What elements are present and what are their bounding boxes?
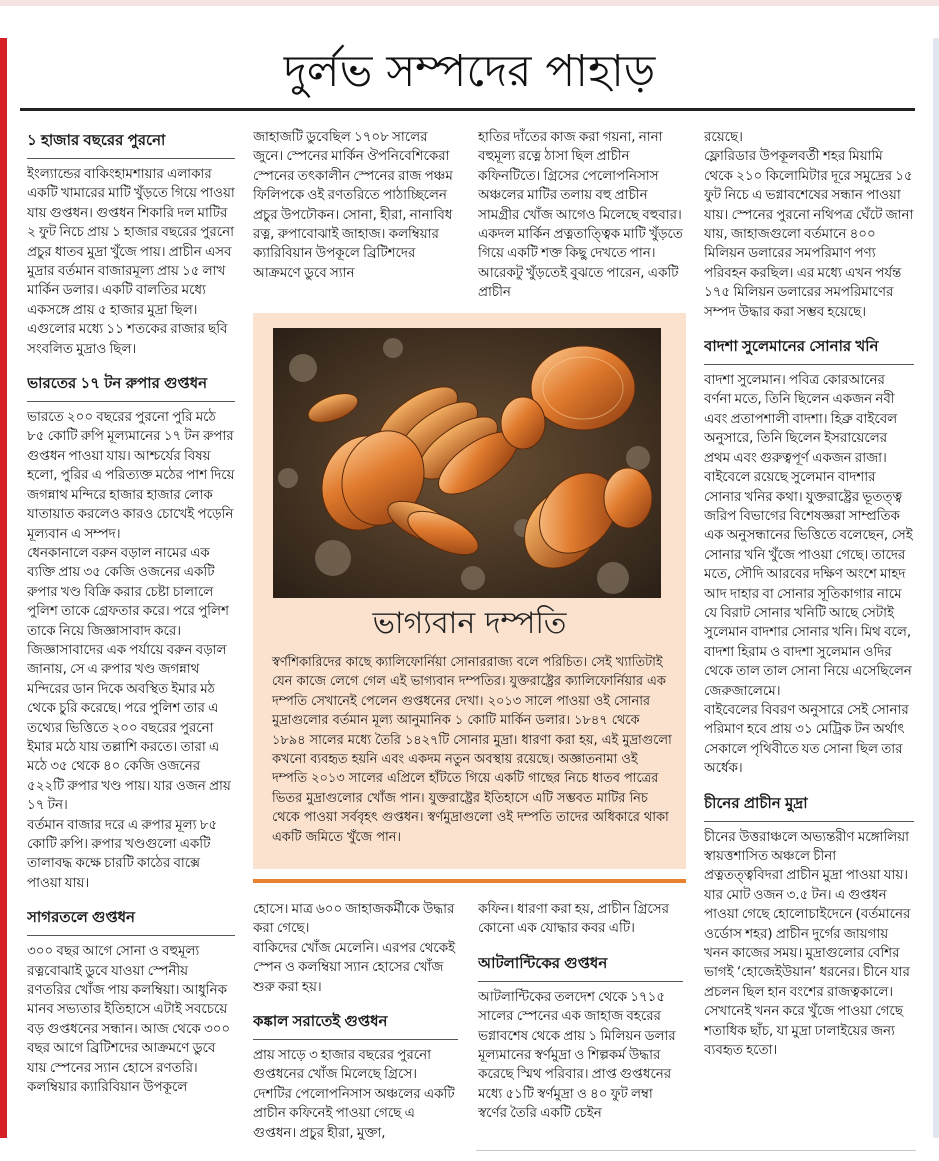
section-divider — [704, 364, 914, 365]
article-text: ধেনকানালে বরুন বড়াল নামের এক ব্যক্তি প্রায় ৩৫ কেজি ওজনের একটি রুপার খণ্ড বিক্রি করার চেষ্টা চালালে পুলিশ তাকে গ্রেফতার করে। পরে পুলিশ তাকে নিয়ে জিজ্ঞাসাবাদ করে। জিজ্ঞাসাবাদের এক পর্যায়ে বরুন বড়াল জানায়, সে এ রুপার খণ্ড জগন্নাথ মন্দিরের ডান দিকে অবস্থিত ইমার মঠ থেকে চুরি করেছে। পরে পুলিশ তার এ তথ্যের ভিত্তিতে ২০০ বছরের পুরনো ইমার মঠে যায় তল্লাশি করতে। তারা এ মঠে ৩৫ থেকে ৪০ কেজি ওজনের ৫২২টি রুপার খণ্ড পায়। যার ওজন প্রায় ১৭ টন। — [27, 545, 231, 814]
left-accent-bar — [0, 38, 7, 1138]
article-text: রয়েছে। — [704, 130, 743, 145]
column-3-top — [478, 128, 683, 306]
article-text: হোসে। মাত্র ৬০০ জাহাজকর্মীকে উদ্ধার করা গেছে। — [253, 902, 455, 937]
section-title: ভারতের ১৭ টন রুপার গুপ্তধন — [27, 374, 208, 393]
column-1 — [27, 130, 235, 1142]
box-title: ভাগ্যবান দম্পতি — [372, 606, 567, 641]
article-text: সেখানেই খনন করে খুঁজে পাওয়া গেছে শতাধিক ছাঁচ, যা মুদ্রা ঢালাইয়ের জন্য ব্যবহৃত হতো। — [704, 1004, 903, 1059]
column-2-top — [253, 128, 458, 306]
article-text: ইংল্যান্ডের বাকিংহামশায়ার এলাকার একটি খামারের মাটি খুঁড়তে গিয়ে পাওয়া যায় গুপ্তধন। গুপ্তধন শিকারি দল মাটির ২ ফুট নিচে প্রায় ১ হাজার বছরের পুরনো প্রচুর ধাতব মুদ্রা খুঁজে পায়। প্রাচীন এসব মুদ্রার বর্তমান বাজারমূল্য প্রায় ১৫ লাখ মার্কিন ডলার। একটি বালতির মধ্যে একসঙ্গে প্রায় ৫ হাজার মুদ্রা ছিল। এগুলোর মধ্যে ১১ শতকের রাজার ছবি সংবলিত মুদ্রাও ছিল। — [27, 167, 235, 357]
section-divider — [27, 935, 235, 936]
box-bottom-rule — [253, 879, 686, 883]
section-divider — [704, 821, 914, 822]
article-text: ভারতে ২০০ বছরের পুরনো পুরি মঠে ৮৫ কোটি রুপি মূল্যমানের ১৭ টন রুপার গুপ্তধন পাওয়া যায়। আশ্চর্যের বিষয় হলো, পুরির এ পরিত্যক্ত মঠের পাশ দিয়ে জগন্নাথ মন্দিরে হাজার হাজার লোক যাতায়াত করলেও কারও চোখেই পড়েনি মূল্যবান এ সম্পদ। — [27, 410, 235, 542]
article-text: আটলান্টিকের তলদেশ থেকে ১৭১৫ সালের স্পেনের এক জাহাজ বহরের ভগ্নাবশেষ থেকে প্রায় ১ মিলিয়ন ডলার মূল্যমানের স্বর্ণমুদ্রা ও শিল্পকর্ম উদ্ধার করেছে স্মিথ পরিবার। প্রাপ্ত গুপ্তধনের মধ্যে ৫১টি স্বর্ণমুদ্রা ও ৪০ ফুট লম্বা স্বর্ণের তৈরি একটি চেইন — [478, 989, 676, 1122]
article-text: বর্তমান বাজার দরে এ রুপার মূল্য ৮৫ কোটি রুপি। রুপার খণ্ডগুলো একটি তালাবদ্ধ কক্ষে চারটি কাঠের বাক্সে পাওয়া যায়। — [27, 817, 218, 891]
section-divider — [253, 1039, 458, 1040]
page-headline: দুর্লভ সম্পদের পাহাড় — [283, 46, 656, 97]
right-edge-stripe — [933, 38, 939, 1138]
gold-coins-illustration — [273, 328, 661, 598]
section-title: আটলান্টিকের গুপ্তধন — [478, 953, 608, 972]
box-text: স্বর্ণশিকারিদের কাছে ক্যালিফোর্নিয়া সোনাররাজ্য বলে পরিচিত। সেই খ্যাতিটাই যেন কাজে লেগে গেল এই ভাগ্যবান দম্পতির। যুক্তরাষ্ট্রের ক্যালিফোর্নিয়ার এক দম্পতি সেখানেই পেলেন গুপ্তধনের দেখা। ২০১৩ সালে পাওয়া ওই সোনার মুদ্রাগুলোর বর্তমান মূল্য আনুমানিক ১ কোটি মার্কিন ডলার। ১৮৪৭ থেকে ১৮৯৪ সালের মধ্যে তৈরি ১৪২৭টি সোনার মুদ্রা। ধারণা করা হয়, এই মুদ্রাগুলো কখনো ব্যবহৃত হয়নি এবং একদম নতুন অবস্থায় রয়েছে। অজ্ঞাতনামা ওই দম্পতি ২০১৩ সালের এপ্রিলে হাঁটতে গিয়ে একটি গাছের নিচে ধাতব পাত্রের ভিতর মুদ্রাগুলোর খোঁজ পান। যুক্তরাষ্ট্রের ইতিহাসে এটি সম্ভবত মাটির নিচ থেকে পাওয়া সর্ববৃহৎ গুপ্তধন। স্বর্ণমুদ্রাগুলো ওই দম্পতি তাদের অধিকারে থাকা একটি জমিতে খুঁজে পান। — [272, 655, 672, 845]
headline-rule — [20, 108, 915, 111]
article-text: বাইবেলের বিবরণ অনুসারে সেই সোনার পরিমাণ হবে প্রায় ৩১ মেট্রিক টন অর্থাৎ সেকালে পৃথিবীতে যত সোনা ছিল তার অর্ধেক। — [704, 702, 909, 777]
column-4 — [704, 128, 914, 1142]
bottom-divider — [476, 1150, 916, 1151]
column-3-bottom — [478, 900, 683, 1140]
column-2-bottom — [253, 900, 458, 1140]
section-title: ১ হাজার বছরের পুরনো — [27, 131, 166, 149]
article-text: ৩০০ বছর আগে সোনা ও বহুমূল্য রত্নবোঝাই ডুবে যাওয়া স্পেনীয় রণতরির খোঁজ পায় কলম্বিয়া। আধুনিক মানব সভ্যতার ইতিহাসে এটাই সবচেয়ে বড় গুপ্তধনের সন্ধান। আজ থেকে ৩০০ বছর আগে ব্রিটিশদের আক্রমণে ডুবে যায় স্পেনের স্যান হোসে রণতরি। কলম্বিয়ার ক্যারিবিয়ান উপকূলে — [27, 944, 231, 1096]
section-title: বাদশা সুলেমানের সোনার খনি — [704, 337, 879, 356]
section-title: কঙ্কাল সরাতেই গুপ্তধন — [253, 1012, 388, 1031]
article-text: প্রায় সাড়ে ৩ হাজার বছরের পুরনো গুপ্তধনের খোঁজ মিলেছে গ্রিসে। দেশটির পেলোপনিসাস অঞ্চলের একটি প্রাচীন কফিনেই পাওয়া গেছে এ গুপ্তধন। প্রচুর হীরা, মুক্তা, — [253, 1048, 455, 1140]
article-text: চীনের উত্তরাঞ্চলে অভ্যন্তরীণ মঙ্গোলিয়া স্বায়ত্তশাসিত অঞ্চলে চীনা প্রত্নতত্ত্ববিদরা প্রাচীন মুদ্রা পাওয়া যায়। যার মোট ওজন ৩.৫ টন। এ গুপ্তধন পাওয়া গেছে হোলোচাইদেনে (বর্তমানের ওর্ডোস শহর) প্রাচীন দুর্গের জায়গায় খনন কাজের সময়। মুদ্রাগুলোর বেশির ভাগই ‘হোজেইউয়ান’ ধরনের। চীনে যার প্রচলন ছিল হান বংশের রাজত্বকালে। — [704, 829, 911, 1000]
article-text: হাতির দাঁতের কাজ করা গয়না, নানা বহুমূল্য রত্নে ঠাসা ছিল প্রাচীন কফিনটিতে। গ্রিসের পেলোপনিসাস অঞ্চলের মাটির তলায় বহু প্রাচীন সামগ্রীর খোঁজ আগেও মিলেছে বহুবার। একদল মার্কিন প্রত্নতাত্ত্বিক মাটি খুঁড়তে গিয়ে একটি শক্ত কিছু দেখতে পান। আরেকটু খুঁড়তেই বুঝতে পারেন, একটি প্রাচীন — [478, 130, 683, 301]
article-text: জাহাজটি ডুবেছিল ১৭০৮ সালের জুনে। স্পেনের মার্কিন ঔপনিবেশিকেরা স্পেনের তৎকালীন স্পেনের রাজ পঞ্চম ফিলিপকে ওই রণতরিতে পাঠাচ্ছিলেন প্রচুর উপঢৌকন। সোনা, হীরা, নানাবিধ রত্ন, রুপাবোঝাই জাহাজ। কলম্বিয়ার ক্যারিবিয়ান উপকূলে ব্রিটিশদের আক্রমণে ডুবে স্যান — [253, 130, 453, 281]
section-divider — [478, 981, 683, 982]
section-divider — [27, 158, 235, 159]
article-text: বাকিদের খোঁজ মেলেনি। এরপর থেকেই স্পেন ও কলম্বিয়া স্যান হোসের খোঁজ শুরু করা হয়। — [253, 940, 456, 995]
article-text: ফ্লোরিডার উপকূলবর্তী শহর মিয়ামি থেকে ২১০ কিলোমিটার দূরে সমুদ্রের ১৫ ফুট নিচে এ ভগ্নাবশেষের সন্ধান পাওয়া যায়। স্পেনের পুরনো নথিপত্র ঘেঁটে জানা যায়, জাহাজগুলো বর্তমানে ৪০০ মিলিয়ন ডলারের সমপরিমাণ পণ্য পরিবহন করছিল। এর মধ্যে এখন পর্যন্ত ১৭৫ মিলিয়ন ডলারের সমপরিমাণের সম্পদ উদ্ধার করা সম্ভব হয়েছে। — [704, 149, 914, 320]
article-text: বাদশা সুলেমান। পবিত্র কোরআনের বর্ণনা মতে, তিনি ছিলেন একজন নবী এবং প্রতাপশালী বাদশা। হিব্রু বাইবেল অনুসারে, তিনি ছিলেন ইসরায়েলের প্রথম এবং গুরুত্বপূর্ণ একজন রাজা। বাইবেলে রয়েছে সুলেমান বাদশার সোনার খনির কথা। যুক্তরাষ্ট্রের ভূতত্ত্ব জরিপ বিভাগের বিশেষজ্ঞরা সাম্প্রতিক এক অনুসন্ধানের ভিত্তিতে বলেছেন, সেই সোনার খনি খুঁজে পাওয়া গেছে। তাদের মতে, সৌদি আরবের দক্ষিণ অংশে মাহদ আদ দাহার বা সোনার সূতিকাগার নামে যে বিরাট সোনার খনিটি আছে সেটাই সুলেমান বাদশার সোনার খনি। মিথ বলে, বাদশা হিরাম ও বাদশা সুলেমান ওদির থেকে তাল তাল সোনা নিয়ে এসেছিলেন জেরুজালেমে। — [704, 373, 913, 699]
section-title: সাগরতলে গুপ্তধন — [27, 908, 136, 927]
section-divider — [27, 401, 235, 402]
top-stripe — [0, 0, 939, 6]
article-text: কফিন। ধারণা করা হয়, প্রাচীন গ্রিসের কোনো এক যোদ্ধার কবর এটি। — [478, 902, 669, 937]
section-title: চীনের প্রাচীন মুদ্রা — [704, 793, 808, 812]
gold-coins-photo — [273, 328, 661, 598]
